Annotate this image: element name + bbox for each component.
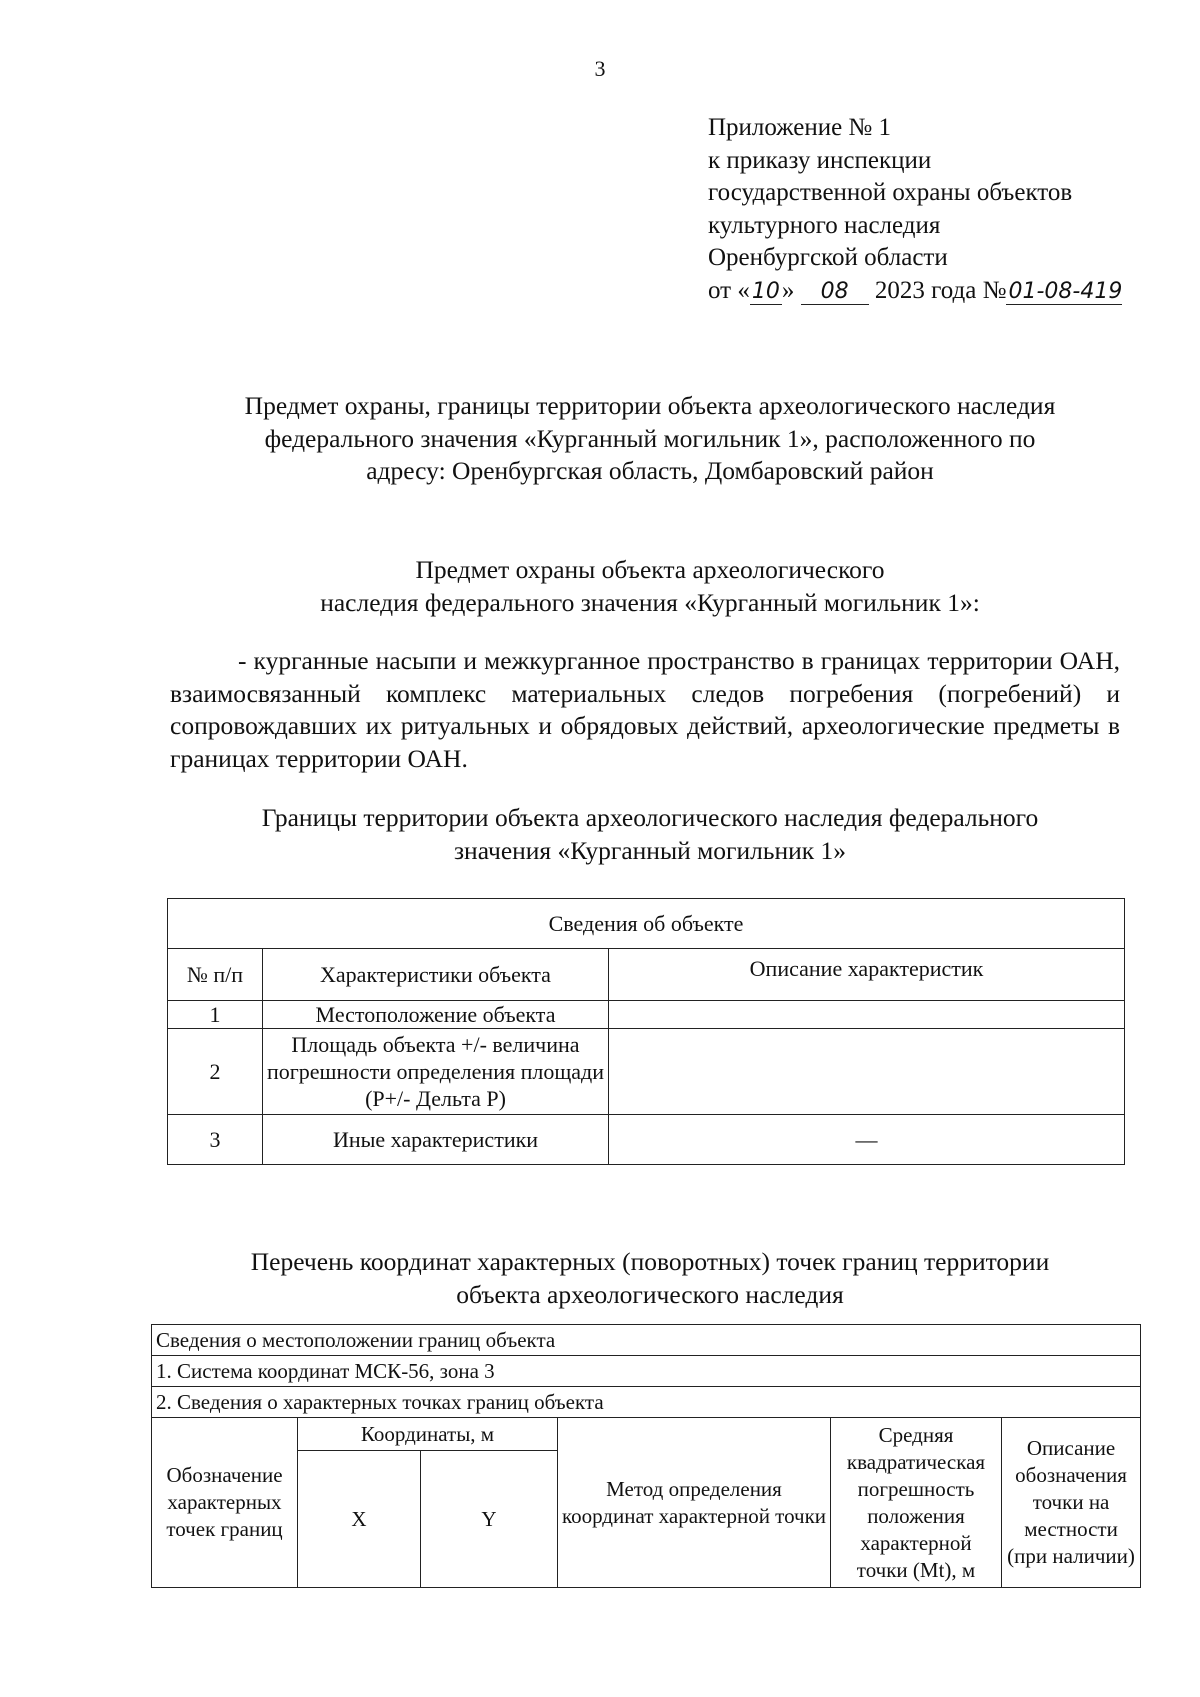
title-line: Предмет охраны объекта археологического (415, 555, 885, 584)
page-number: 3 (594, 56, 606, 81)
appendix-line: культурного наследия (708, 211, 941, 239)
header-mean-error: Средняя квадратическая погрешность положения характерной точки (Mt), м (831, 1418, 1002, 1588)
coordinate-system-row: 1. Система координат МСК-56, зона 3 (152, 1356, 1141, 1387)
header-method: Метод определения координат характерной точки (558, 1418, 831, 1588)
points-info-row: 2. Сведения о характерных точках границ объекта (152, 1387, 1141, 1418)
appendix-line: государственной охраны объектов (708, 179, 1073, 206)
date-prefix: от « (708, 276, 750, 304)
table-caption: Сведения об объекте (168, 899, 1125, 949)
row-characteristic: Иные характеристики (263, 1115, 609, 1165)
header-x: X (298, 1451, 421, 1588)
date-mid: » (781, 276, 795, 304)
boundaries-title (100, 802, 1200, 867)
date-year: 2023 года № (874, 276, 1007, 304)
title-line: адресу: Оренбургская область, Домбаровский район (366, 456, 934, 485)
row-description (609, 1001, 1125, 1029)
row-description: — (609, 1115, 1125, 1165)
header-characteristic: Характеристики объекта (263, 949, 609, 1001)
header-coordinates: Координаты, м (298, 1418, 558, 1451)
boundary-coordinates-table (151, 1324, 1141, 1588)
handwritten-order-number: 01-08-419 (1008, 278, 1123, 304)
title-line: наследия федерального значения «Курганный могильник 1»: (320, 587, 980, 617)
appendix-line: Приложение № 1 (708, 114, 892, 141)
appendix-line: к приказу инспекции (708, 146, 932, 174)
header-number: № п/п (168, 949, 263, 1001)
protection-subject-title (100, 554, 1200, 619)
title-line: Границы территории объекта археологического наследия федерального (261, 803, 1039, 832)
main-title (100, 390, 1200, 488)
header-point-description: Описание обозначения точки на местности (при наличии) (1002, 1418, 1141, 1588)
appendix-header (708, 112, 1168, 307)
header-y: Y (421, 1451, 558, 1588)
coordinates-title (100, 1246, 1200, 1311)
row-number: 2 (168, 1029, 263, 1115)
object-info-table (167, 898, 1125, 1165)
protection-subject-text (170, 645, 1120, 775)
header-designation: Обозначение характерных точек границ (152, 1418, 298, 1588)
row-number: 1 (168, 1001, 263, 1029)
header-description: Описание характеристик (609, 949, 1125, 1001)
handwritten-day: 10 (751, 278, 780, 304)
handwritten-month: 08 (801, 280, 869, 305)
row-description (609, 1029, 1125, 1115)
appendix-date-line (708, 275, 1168, 308)
title-line: Перечень координат характерных (поворотных) точек границ территории (250, 1247, 1050, 1276)
appendix-line: Оренбургской области (708, 244, 948, 271)
title-line: объекта археологического наследия (456, 1279, 844, 1309)
row-number: 3 (168, 1115, 263, 1165)
row-characteristic: Площадь объекта +/- величина погрешности определения площади (Р+/- Дельта Р) (263, 1029, 609, 1115)
protection-text: - курганные насыпи и межкурганное пространство в границах территории ОАН, взаимосвязанный комплекс материальных следов погребения (погребений) и сопровождавших их ритуальных и обрядовых действий, археологические предметы в границах территории ОАН. (170, 646, 1120, 773)
row-characteristic: Местоположение объекта (263, 1001, 609, 1029)
location-info-row: Сведения о местоположении границ объекта (152, 1325, 1141, 1356)
title-line: Предмет охраны, границы территории объекта археологического наследия (244, 391, 1056, 420)
title-line: значения «Курганный могильник 1» (453, 835, 847, 865)
title-line: федерального значения «Курганный могильник 1», расположенного по (264, 423, 1036, 453)
